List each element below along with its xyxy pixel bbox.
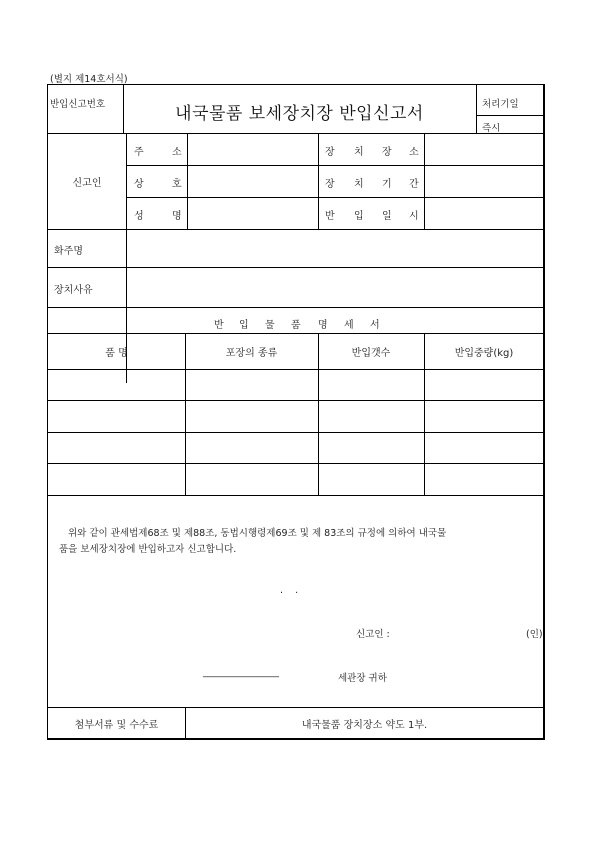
declaration-date[interactable]: . . — [280, 585, 299, 596]
form-frame: 반입신고번호 내국물품 보세장치장 반입신고서 처리기일 즉시 신고인 주 소 상 호 성 명 장 치 장 소 장 치 기 간 반 입 일 시 화주명 장치사유 반 입 물 품 명 세 서 품 명 포장의 종류 반입갯수 반입중량(kg) 위와 같이 관세법제68조 및 제88조, 동법시행령제69조 및 제 83조의 규정에 의하여 내국물 품을 보세장치장에 반입하고자 신고합니다. . . 신고인 : (인) ________________ 세관장 귀하 첨부서류 및 수수료 내국물품 장치장소 약도 1부. — [47, 84, 545, 740]
attachments-label: 첨부서류 및 수수료 — [74, 719, 159, 731]
statement-line-1: 위와 같이 관세법제68조 및 제88조, 동법시행령제69조 및 제 83조의 규정에 의하여 내국물 — [68, 528, 447, 539]
seal-label: (인) — [526, 629, 543, 640]
column-header-quantity: 반입갯수 — [351, 347, 391, 359]
declarant-signature-label: 신고인 : — [356, 629, 390, 640]
declarant-label: 신고인 — [72, 177, 102, 189]
attachments-value: 내국물품 장치장소 약도 1부. — [301, 719, 428, 731]
owner-label: 화주명 — [54, 246, 83, 257]
table-row[interactable] — [48, 400, 544, 432]
addressee: 세관장 귀하 — [338, 673, 387, 684]
processing-period-label: 처리기일 — [482, 99, 519, 110]
form-title: 내국물품 보세장치장 반입신고서 — [175, 103, 424, 124]
table-row[interactable] — [48, 432, 544, 463]
column-header-weight: 반입중량(kg) — [454, 347, 514, 359]
customs-office-blank[interactable]: ________________ — [203, 667, 279, 678]
storage-reason-label: 장치사유 — [54, 285, 93, 296]
form-number: (별지 제14호서식) — [50, 74, 128, 85]
processing-period-value: 즉시 — [482, 123, 501, 134]
column-header-package-type: 포장의 종류 — [225, 347, 278, 359]
column-header-item-name: 품 명 — [105, 347, 128, 359]
table-row[interactable] — [48, 463, 544, 495]
receipt-number-label: 반입신고번호 — [50, 99, 106, 110]
statement-line-2: 품을 보세장치장에 반입하고자 신고합니다. — [59, 544, 237, 555]
table-row[interactable] — [48, 369, 544, 400]
